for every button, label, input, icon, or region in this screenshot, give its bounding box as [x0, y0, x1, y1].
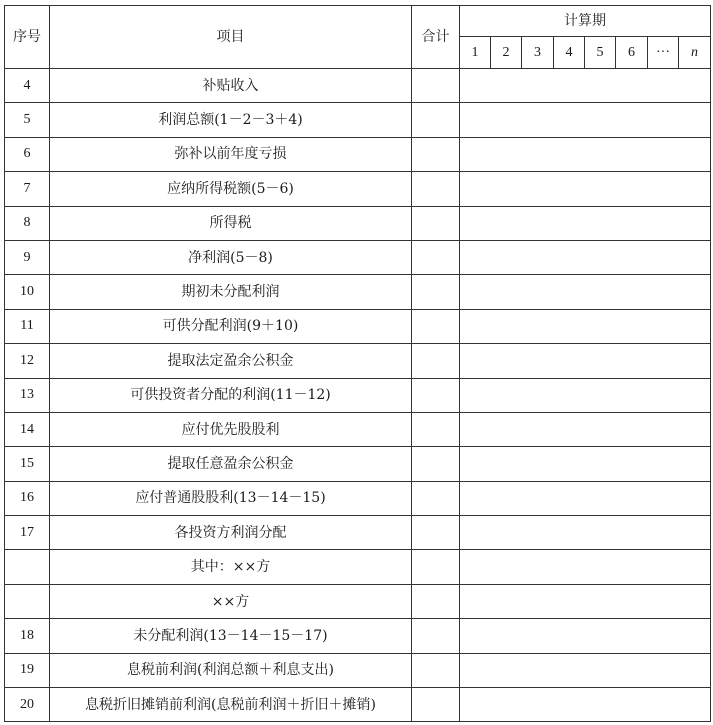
- row-period-cell: [616, 550, 648, 584]
- row-period-cell: [522, 275, 554, 309]
- row-period-cell: [679, 240, 711, 274]
- row-period-cell: [585, 378, 616, 412]
- row-total-cell: [412, 275, 460, 309]
- row-total-cell: [412, 619, 460, 653]
- row-period-cell: [679, 516, 711, 550]
- row-period-cell: [554, 516, 585, 550]
- row-period-cell: [554, 172, 585, 206]
- row-period-cell: [585, 619, 616, 653]
- row-total-cell: [412, 137, 460, 171]
- row-period-cell: [554, 653, 585, 687]
- row-period-cell: [491, 653, 522, 687]
- row-total-cell: [412, 481, 460, 515]
- row-period-cell: [554, 550, 585, 584]
- row-period-cell: [554, 103, 585, 137]
- row-item: 息税前利润(利润总额＋利息支出): [50, 653, 412, 687]
- row-period-cell: [491, 688, 522, 722]
- row-period-cell: [522, 206, 554, 240]
- row-period-cell: [491, 103, 522, 137]
- row-period-cell: [616, 481, 648, 515]
- table-row: [5, 206, 711, 240]
- row-period-cell: [522, 69, 554, 103]
- row-period-cell: [460, 275, 491, 309]
- row-period-cell: [585, 172, 616, 206]
- row-seq: [5, 550, 50, 584]
- row-seq: 11: [5, 309, 50, 343]
- row-period-cell: [460, 584, 491, 618]
- row-seq: [5, 584, 50, 618]
- row-total-cell: [412, 653, 460, 687]
- row-item: 可供分配利润(9＋10): [50, 309, 412, 343]
- row-period-cell: [648, 688, 679, 722]
- header-item: 项目: [50, 6, 412, 69]
- row-total-cell: [412, 378, 460, 412]
- row-period-cell: [522, 481, 554, 515]
- row-total-cell: [412, 584, 460, 618]
- row-period-cell: [648, 240, 679, 274]
- row-period-cell: [679, 309, 711, 343]
- row-period-cell: [522, 240, 554, 274]
- row-period-cell: [616, 619, 648, 653]
- row-period-cell: [554, 344, 585, 378]
- row-period-cell: [616, 653, 648, 687]
- row-period-cell: [522, 619, 554, 653]
- row-period-cell: [648, 516, 679, 550]
- row-period-cell: [460, 344, 491, 378]
- row-period-cell: [616, 344, 648, 378]
- period-col-n: n: [679, 37, 711, 69]
- row-period-cell: [585, 653, 616, 687]
- row-period-cell: [616, 172, 648, 206]
- row-period-cell: [460, 688, 491, 722]
- row-period-cell: [648, 344, 679, 378]
- row-item: 应纳所得税额(5－6): [50, 172, 412, 206]
- row-period-cell: [585, 344, 616, 378]
- row-period-cell: [679, 412, 711, 446]
- table-row: [5, 619, 711, 653]
- table-row: [5, 412, 711, 446]
- row-seq: 18: [5, 619, 50, 653]
- row-period-cell: [585, 137, 616, 171]
- row-period-cell: [679, 69, 711, 103]
- row-seq: 16: [5, 481, 50, 515]
- row-period-cell: [554, 309, 585, 343]
- row-period-cell: [460, 172, 491, 206]
- row-period-cell: [491, 378, 522, 412]
- row-period-cell: [522, 378, 554, 412]
- row-seq: 10: [5, 275, 50, 309]
- row-period-cell: [460, 69, 491, 103]
- row-period-cell: [491, 137, 522, 171]
- row-period-cell: [522, 103, 554, 137]
- row-item: 息税折旧摊销前利润(息税前利润＋折旧＋摊销): [50, 688, 412, 722]
- row-item: 净利润(5－8): [50, 240, 412, 274]
- row-total-cell: [412, 309, 460, 343]
- row-period-cell: [491, 619, 522, 653]
- period-col-4: 4: [554, 37, 585, 69]
- row-item: 利润总额(1－2－3＋4): [50, 103, 412, 137]
- row-period-cell: [585, 206, 616, 240]
- table-row: [5, 172, 711, 206]
- row-period-cell: [491, 309, 522, 343]
- row-item: 弥补以前年度亏损: [50, 137, 412, 171]
- row-item: 其中：××方: [50, 550, 412, 584]
- period-col-3: 3: [522, 37, 554, 69]
- row-seq: 5: [5, 103, 50, 137]
- row-period-cell: [460, 309, 491, 343]
- row-period-cell: [648, 137, 679, 171]
- row-item: 补贴收入: [50, 69, 412, 103]
- row-seq: 6: [5, 137, 50, 171]
- row-period-cell: [679, 481, 711, 515]
- row-period-cell: [648, 309, 679, 343]
- header-periods: 计算期: [460, 6, 711, 37]
- row-item: 应付普通股股利(13－14－15): [50, 481, 412, 515]
- row-seq: 13: [5, 378, 50, 412]
- row-period-cell: [460, 206, 491, 240]
- table-row: [5, 137, 711, 171]
- row-total-cell: [412, 412, 460, 446]
- row-total-cell: [412, 103, 460, 137]
- row-period-cell: [616, 688, 648, 722]
- row-period-cell: [522, 688, 554, 722]
- row-period-cell: [616, 378, 648, 412]
- row-period-cell: [554, 240, 585, 274]
- row-period-cell: [648, 447, 679, 481]
- period-col-5: 5: [585, 37, 616, 69]
- table-row: [5, 103, 711, 137]
- row-period-cell: [648, 412, 679, 446]
- row-period-cell: [491, 69, 522, 103]
- row-period-cell: [585, 447, 616, 481]
- row-period-cell: [491, 344, 522, 378]
- row-total-cell: [412, 516, 460, 550]
- row-seq: 8: [5, 206, 50, 240]
- row-item: 提取任意盈余公积金: [50, 447, 412, 481]
- row-period-cell: [554, 447, 585, 481]
- row-period-cell: [522, 516, 554, 550]
- row-period-cell: [491, 275, 522, 309]
- row-period-cell: [679, 275, 711, 309]
- row-period-cell: [679, 619, 711, 653]
- row-period-cell: [616, 309, 648, 343]
- row-period-cell: [616, 275, 648, 309]
- row-item: 未分配利润(13－14－15－17): [50, 619, 412, 653]
- table-row: [5, 378, 711, 412]
- row-period-cell: [554, 378, 585, 412]
- row-period-cell: [585, 412, 616, 446]
- row-seq: 12: [5, 344, 50, 378]
- row-period-cell: [616, 412, 648, 446]
- period-col-6: 6: [616, 37, 648, 69]
- table-row: [5, 584, 711, 618]
- row-period-cell: [585, 550, 616, 584]
- row-period-cell: [491, 412, 522, 446]
- row-period-cell: [522, 137, 554, 171]
- row-period-cell: [679, 584, 711, 618]
- row-seq: 14: [5, 412, 50, 446]
- row-period-cell: [585, 103, 616, 137]
- row-period-cell: [585, 688, 616, 722]
- row-item: 各投资方利润分配: [50, 516, 412, 550]
- row-period-cell: [460, 619, 491, 653]
- row-period-cell: [585, 516, 616, 550]
- row-item: 应付优先股股利: [50, 412, 412, 446]
- period-col-ellipsis: ···: [648, 37, 679, 69]
- row-period-cell: [522, 412, 554, 446]
- row-total-cell: [412, 688, 460, 722]
- row-period-cell: [460, 137, 491, 171]
- row-period-cell: [522, 550, 554, 584]
- row-total-cell: [412, 172, 460, 206]
- row-period-cell: [585, 584, 616, 618]
- row-item: 所得税: [50, 206, 412, 240]
- row-period-cell: [491, 481, 522, 515]
- table-row: [5, 275, 711, 309]
- header-row-1: [5, 6, 711, 37]
- row-period-cell: [679, 103, 711, 137]
- table-row: [5, 344, 711, 378]
- row-seq: 19: [5, 653, 50, 687]
- row-period-cell: [491, 240, 522, 274]
- row-period-cell: [648, 653, 679, 687]
- row-period-cell: [554, 275, 585, 309]
- row-period-cell: [648, 275, 679, 309]
- row-total-cell: [412, 69, 460, 103]
- row-period-cell: [522, 653, 554, 687]
- table-row: [5, 516, 711, 550]
- row-period-cell: [616, 103, 648, 137]
- table-row: [5, 550, 711, 584]
- row-total-cell: [412, 240, 460, 274]
- row-period-cell: [648, 550, 679, 584]
- row-period-cell: [679, 137, 711, 171]
- profit-distribution-table: [4, 5, 711, 722]
- row-seq: 20: [5, 688, 50, 722]
- row-period-cell: [616, 516, 648, 550]
- row-period-cell: [522, 309, 554, 343]
- table-row: [5, 447, 711, 481]
- row-period-cell: [585, 481, 616, 515]
- row-period-cell: [491, 172, 522, 206]
- row-period-cell: [554, 412, 585, 446]
- row-period-cell: [460, 447, 491, 481]
- row-period-cell: [554, 584, 585, 618]
- row-seq: 9: [5, 240, 50, 274]
- table-row: [5, 240, 711, 274]
- row-period-cell: [460, 550, 491, 584]
- row-period-cell: [616, 240, 648, 274]
- row-period-cell: [491, 516, 522, 550]
- row-period-cell: [491, 206, 522, 240]
- row-period-cell: [460, 481, 491, 515]
- row-period-cell: [460, 653, 491, 687]
- period-col-2: 2: [491, 37, 522, 69]
- row-seq: 4: [5, 69, 50, 103]
- row-total-cell: [412, 550, 460, 584]
- row-period-cell: [554, 688, 585, 722]
- table-row: [5, 481, 711, 515]
- row-period-cell: [679, 688, 711, 722]
- row-period-cell: [648, 584, 679, 618]
- row-item: 期初未分配利润: [50, 275, 412, 309]
- row-period-cell: [460, 378, 491, 412]
- row-total-cell: [412, 344, 460, 378]
- row-period-cell: [491, 550, 522, 584]
- row-period-cell: [554, 206, 585, 240]
- row-period-cell: [679, 378, 711, 412]
- row-period-cell: [679, 550, 711, 584]
- row-period-cell: [616, 69, 648, 103]
- header-seq: 序号: [5, 6, 50, 69]
- row-item: ××方: [50, 584, 412, 618]
- row-period-cell: [522, 344, 554, 378]
- row-period-cell: [522, 584, 554, 618]
- period-col-1: 1: [460, 37, 491, 69]
- row-seq: 7: [5, 172, 50, 206]
- row-period-cell: [648, 481, 679, 515]
- table-body: [5, 69, 711, 722]
- row-total-cell: [412, 206, 460, 240]
- table-row: [5, 69, 711, 103]
- row-seq: 15: [5, 447, 50, 481]
- row-period-cell: [585, 69, 616, 103]
- row-period-cell: [522, 172, 554, 206]
- row-period-cell: [460, 516, 491, 550]
- row-period-cell: [616, 206, 648, 240]
- row-period-cell: [679, 653, 711, 687]
- row-period-cell: [460, 412, 491, 446]
- row-period-cell: [491, 447, 522, 481]
- row-period-cell: [648, 206, 679, 240]
- row-period-cell: [679, 206, 711, 240]
- row-period-cell: [679, 344, 711, 378]
- row-period-cell: [648, 103, 679, 137]
- row-period-cell: [679, 447, 711, 481]
- row-seq: 17: [5, 516, 50, 550]
- row-period-cell: [616, 447, 648, 481]
- row-period-cell: [585, 275, 616, 309]
- row-period-cell: [648, 69, 679, 103]
- row-period-cell: [616, 137, 648, 171]
- row-period-cell: [585, 240, 616, 274]
- row-period-cell: [554, 137, 585, 171]
- row-period-cell: [491, 584, 522, 618]
- row-period-cell: [679, 172, 711, 206]
- row-period-cell: [460, 240, 491, 274]
- row-period-cell: [585, 309, 616, 343]
- table-row: [5, 688, 711, 722]
- row-total-cell: [412, 447, 460, 481]
- row-period-cell: [554, 69, 585, 103]
- row-period-cell: [522, 447, 554, 481]
- row-period-cell: [648, 172, 679, 206]
- table-row: [5, 309, 711, 343]
- table-row: [5, 653, 711, 687]
- row-item: 可供投资者分配的利润(11－12): [50, 378, 412, 412]
- row-period-cell: [616, 584, 648, 618]
- header-total: 合计: [412, 6, 460, 69]
- row-item: 提取法定盈余公积金: [50, 344, 412, 378]
- row-period-cell: [554, 619, 585, 653]
- row-period-cell: [460, 103, 491, 137]
- row-period-cell: [648, 619, 679, 653]
- row-period-cell: [554, 481, 585, 515]
- row-period-cell: [648, 378, 679, 412]
